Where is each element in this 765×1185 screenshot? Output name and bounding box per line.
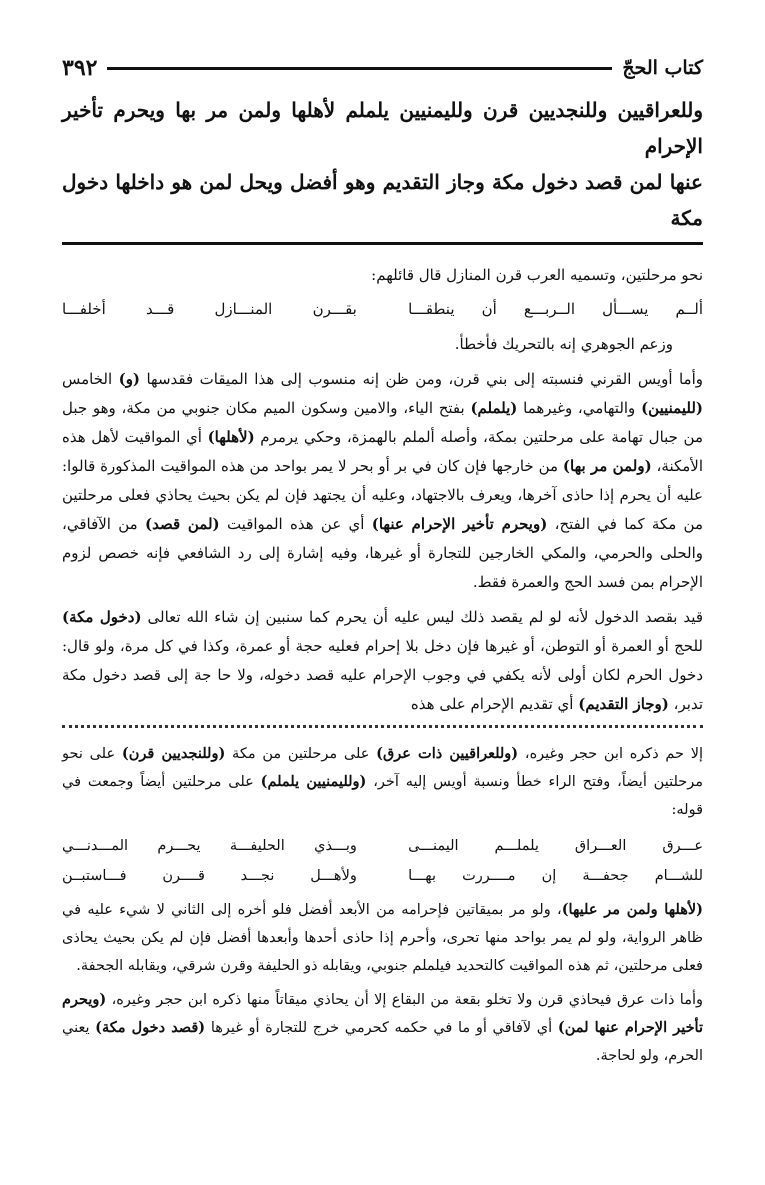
poem-hemistich-left: بقـــرن المنـــازل قـــد أخلفـــا (62, 300, 357, 318)
quoted-matn: (يلملم) (470, 399, 518, 417)
text-run: وأما أويس القرني فنسبته إلى بني قرن، ومن ظن إنه منسوب إلى هذا الميقات فقدسها (140, 370, 703, 388)
text-run: من خارجها فإن كان في بر أو بحر لا يمر بواحد من هذه المواقيت المذكورة قالوا: عليه أن يحرم إذا حاذى آخرها، ويعرف بالاجتهاد، وعليه أن يجتهد فإن لم يكن بحيث يحاذي فعلى مرحلتين من مكة كما في الفتح، (62, 457, 703, 533)
text-run: الخامس (62, 370, 119, 388)
note-paragraph (62, 896, 703, 980)
text-run: بفتح الياء، والامين وسكون الميم مكان جنوبي من مكة، وهو جبل من جبال تهامة على مرحلتين بمكة، وأصله ألملم بالهمزة، وحكي يرمرم (62, 399, 703, 446)
text-run: أي عن هذه المواقيت (219, 515, 372, 533)
quoted-matn: (لأهلها ولمن مر عليها) (561, 901, 703, 918)
text-run: على مرحلتين من مكة (225, 746, 377, 762)
quoted-matn: (قصد دخول مكة) (95, 1019, 206, 1036)
header-rule (107, 67, 612, 70)
quoted-matn: (دخول مكة) (62, 608, 142, 626)
footnote-commentary (62, 740, 703, 1070)
poem-hemistich-right: عـــرق العـــراق يلملـــم اليمنـــى (408, 838, 703, 854)
text-run: ، ولو مر بميقاتين فإحرامه من الأبعد أفضل فلو أخره إلى الثاني لا شيء عليه في ظاهر الرواية، ولو لم يمر بواحد منها تحرى، وأحرم إذا حاذى أحدها وأبعدها أفضل فإن لم يكن بحيث يحاذى فعلى مرحلتين، ثم هذه المواقيت كالتحديد فيلملم جنوبي، ويقابله ذو الحليفة وقرن شرقي، ويقابله الجحفة. (62, 902, 703, 974)
poem-hemistich-left: ولأهـــل نجـــد قــــرن فـــاستبــن (62, 868, 357, 884)
book-title: كتاب الحجّ (622, 57, 703, 79)
text-run: على مرحلتين أيضاً وجمعت في قوله: (62, 774, 703, 818)
text-run: أي المواقيت لأهل هذه الأمكنة، (62, 428, 704, 475)
commentary-paragraph: نحو مرحلتين، وتسميه العرب قرن المنازل قال قائلهم: (371, 266, 703, 284)
quoted-matn: (وللعراقيين ذات عرق) (376, 745, 519, 762)
commentary-paragraph (62, 603, 703, 719)
text-run: والتهامي، وغيرهما (517, 399, 642, 417)
poem-hemistich-right: للشـــام جحفـــة إن مــــررت بهـــا (408, 868, 703, 884)
quoted-matn: (وللنجديين قرن) (121, 745, 226, 762)
poem-hemistich-right: ألــم يســـأل الــربـــع أن ينطقـــا (408, 300, 703, 318)
quoted-matn: (ولمن مر بها) (562, 457, 652, 475)
matn-text (62, 92, 703, 236)
text-run: إلا حم ذكره ابن حجر وغيره، (518, 746, 704, 762)
running-header (62, 50, 703, 86)
poem-block (62, 832, 703, 890)
poem-verse (62, 832, 703, 860)
poem-verse (62, 294, 703, 324)
footnote-separator (62, 725, 703, 728)
note-paragraph (62, 740, 703, 824)
page-number: ٣٩٢ (62, 55, 98, 81)
quoted-matn: (لليمنيين) (641, 399, 703, 417)
quoted-matn: (ولليمنيين يلملم) (260, 773, 367, 790)
matn-separator (62, 242, 703, 245)
text-run: أي تقديم الإحرام على هذه (410, 695, 579, 713)
text-run: للحج أو العمرة أو التوطن، أو غيرها فإن دخل بلا إحرام فعليه حجة أو عمرة، وكذا في كل مرة، ولو قال: دخول الحرم لكان أولى لأنه يكفي في وجوب الإحرام عليه قصد دخوله، ولا حا جة إلى قصد دخول مكة تدبر، (62, 637, 703, 713)
commentary-paragraph: وزعم الجوهري إنه بالتحريك فأخطأ. (454, 335, 673, 353)
note-paragraph (62, 986, 703, 1070)
quoted-matn: (و) (118, 370, 141, 388)
text-run: وأما ذات عرق فيحاذي قرن ولا تخلو بقعة من البقاع إلا أن يحاذي ميقاتاً منها ذكره ابن حجر وغيره، (106, 992, 703, 1008)
poem-verse (62, 862, 703, 890)
text-run: من الآفاقي، والحلى والحرمي، والمكي الخارجين للتجارة أو غيرها، وفيه إشارة إلى رد الشافعي فإنه خصص لزوم الإحرام بمن فسد الحج والعمرة فقط. (62, 515, 703, 591)
quoted-matn: (ويحرم تأخير الإحرام عنها) (371, 515, 548, 533)
matn-line: وللعراقيين وللنجديين قرن ولليمنيين يلملم لأهلها ولمن مر بها ويحرم تأخير الإحرام (62, 98, 703, 158)
text-run: أي لآفاقي أو ما في حكمه كحرمي خرج للتجارة أو غيرها (205, 1020, 558, 1036)
text-run: على نحو مرحلتين أيضاً، وفتح الراء خطأ ونسبة أويس إليه آخر، (62, 746, 703, 790)
quoted-matn: (لأهلها) (207, 428, 255, 446)
matn-line: عنها لمن قصد دخول مكة وجاز التقديم وهو أفضل ويحل لمن هو داخلها دخول مكة (62, 170, 703, 230)
commentary (62, 261, 703, 719)
quoted-matn: (وجاز التقديم) (578, 695, 669, 713)
poem-hemistich-left: وبـــذي الحليفـــة يحـــرم المـــدنـــي (62, 838, 357, 854)
text-run: قيد بقصد الدخول لأنه لو لم يقصد ذلك ليس عليه أن يحرم كما سنبين إن شاء الله تعالى (141, 608, 703, 626)
quoted-matn: (ويحرم تأخير الإحرام عنها لمن) (62, 991, 703, 1036)
text-run: يعني الحرم، ولو لحاجة. (62, 1020, 703, 1064)
commentary-paragraph (62, 365, 703, 597)
quoted-matn: (لمن قصد) (145, 515, 220, 533)
